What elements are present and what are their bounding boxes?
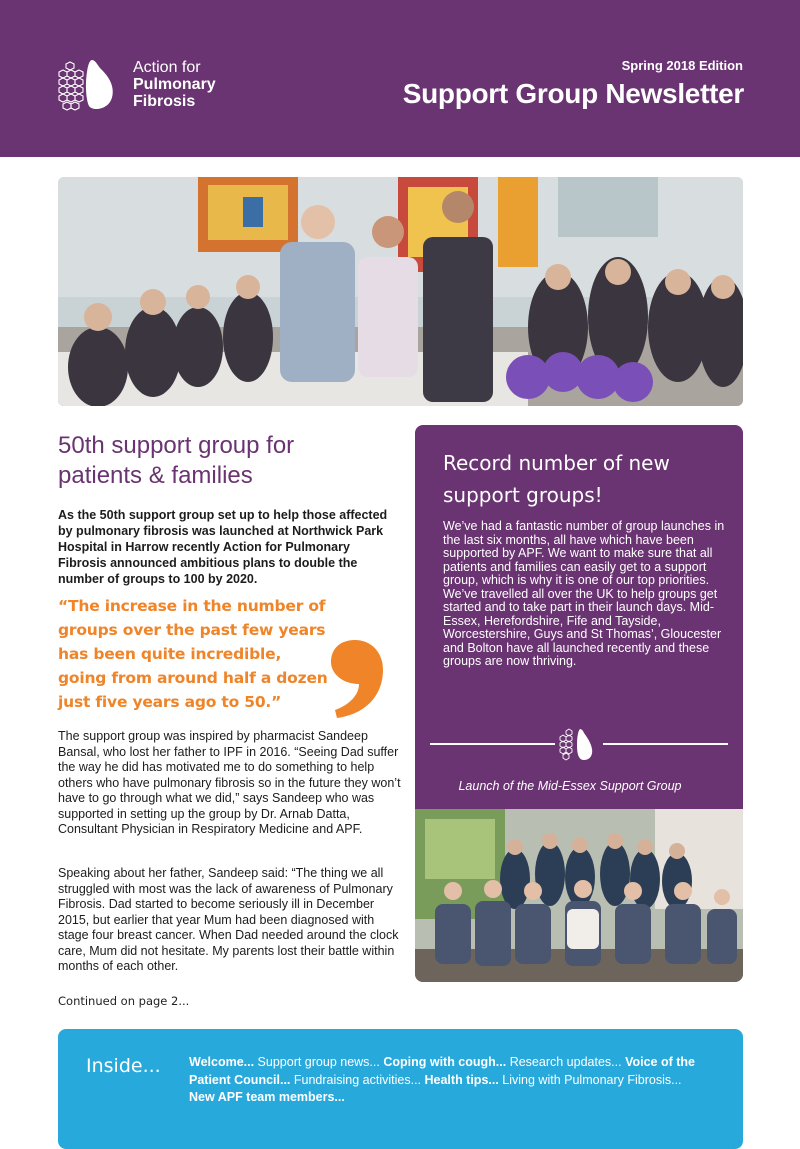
inside-label: Inside... <box>86 1055 161 1077</box>
sidebar-body: We’ve had a fantastic number of group launches in the last six months, all have which have been supported by APF. We want to make sure that all patients and families can easily get to a support group, which is why it is one of our top priorities. We’ve travelled all over the UK to help groups get started and to take part in their launch days. Mid-Essex, Herefordshire, Fife and Tayside, Worcestershire, Guys and St Thomas’, Gloucester and Bolton have all launched recently and these groups are now thriving. <box>443 519 725 668</box>
mid-essex-group-photo <box>415 809 743 982</box>
inside-item: Fundraising activities... <box>290 1072 425 1087</box>
logo-line-2: Pulmonary <box>133 76 216 93</box>
apf-logo <box>56 56 236 116</box>
continued-link[interactable]: Continued on page 2... <box>58 994 190 1008</box>
article-title: 50th support group for patients & families <box>58 432 295 489</box>
inside-item: Support group news... <box>254 1055 384 1069</box>
article-paragraph-1: The support group was inspired by pharmacist Sandeep Bansal, who lost her father to IPF in 2016. “Seeing Dad suffer the way he did has motivated me to do something to help others who have pulmonary fibrosis so in the future they won’t have to go through what we did,” says Sandeep who was supported in setting up the group by Dr. Arnab Datta, Consultant Physician in Respiratory Medicine and APF. <box>58 729 401 836</box>
hero-group-photo <box>58 177 743 406</box>
logo-line-3: Fibrosis <box>133 93 196 110</box>
divider-left <box>430 743 555 745</box>
pull-quote: “The increase in the number of groups over the past few years has been quite incredible, going from around half a dozen just five years ago to 50.” <box>58 597 328 711</box>
sidebar-box <box>415 425 743 982</box>
logo-wordmark <box>133 59 216 110</box>
photo-caption: Launch of the Mid-Essex Support Group <box>458 779 682 793</box>
lungs-icon <box>558 727 598 763</box>
quote-mark-icon <box>323 638 385 720</box>
inside-item: Coping with cough... <box>383 1055 507 1069</box>
header-banner <box>0 0 800 157</box>
sidebar-title: Record number of new support groups! <box>443 451 670 507</box>
inside-box <box>58 1029 743 1149</box>
inside-item: Health tips... <box>424 1072 499 1087</box>
divider-right <box>603 743 728 745</box>
article-paragraph-2: Speaking about her father, Sandeep said: “The thing we all struggled with most was the lack of awareness of Pulmonary Fibrosis. Dad started to become seriously ill in December 2015, but earlier that year Mum had been diagnosed with stage four breast cancer. When Dad needed around the clock care, Mum did not hesitate. My parents lost their battle within months of each other. <box>58 866 399 973</box>
inside-item: Research updates... <box>506 1055 626 1069</box>
logo-line-1: Action for <box>133 59 201 76</box>
article-lead: As the 50th support group set up to help those affected by pulmonary fibrosis was launched at Northwick Park Hospital in Harrow recently Action for Pulmonary Fibrosis announced ambitious plans to double the number of groups to 100 by 2020. <box>58 508 388 586</box>
inside-item: Voice of the Patient Council... <box>189 1055 695 1087</box>
newsletter-title: Support Group Newsletter <box>402 78 744 109</box>
lungs-icon <box>56 56 131 112</box>
inside-item: New APF team members... <box>189 1090 345 1104</box>
inside-item: Living with Pulmonary Fibrosis... <box>498 1072 682 1087</box>
edition-label: Spring 2018 Edition <box>621 58 743 73</box>
inside-contents <box>189 1054 709 1107</box>
inside-item: Welcome... <box>189 1055 255 1069</box>
